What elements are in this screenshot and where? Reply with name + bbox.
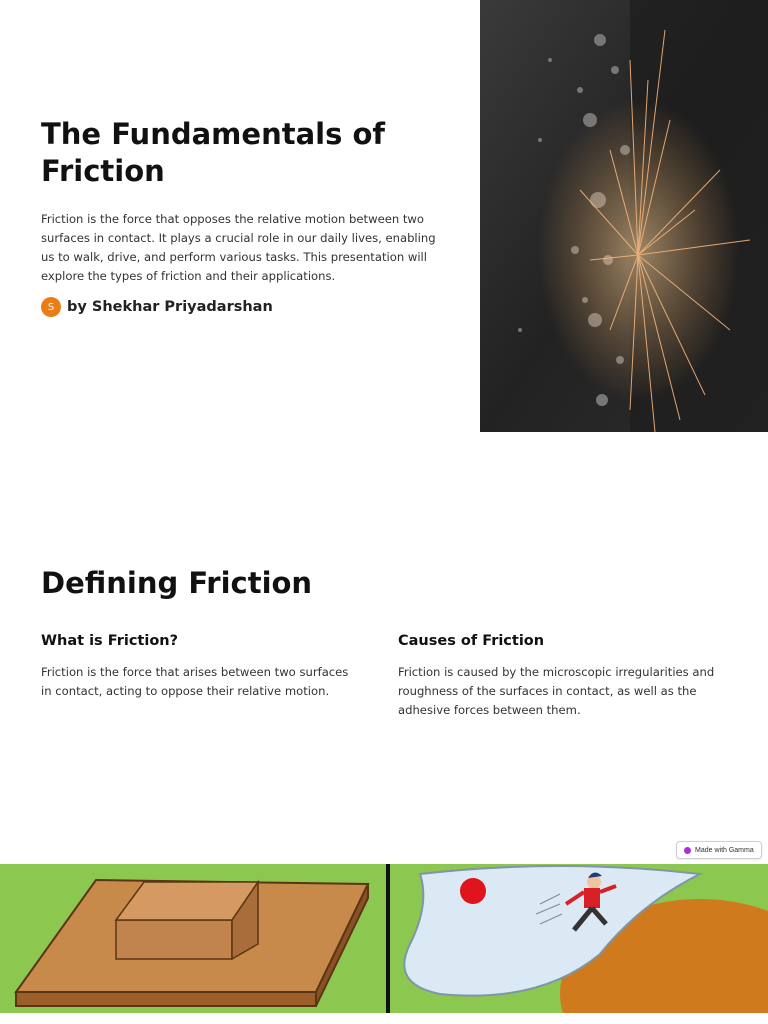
column-body: Friction is the force that arises between two surfaces in contact, acting to oppose their relative motion. [41, 665, 349, 698]
badge-label: Made with Gamma [695, 846, 754, 854]
friction-illustration [0, 864, 768, 1013]
author-line [41, 297, 273, 317]
sparks-photo [480, 0, 768, 432]
section-heading: Defining Friction [41, 566, 313, 600]
column-body: Friction is caused by the microscopic irregularities and roughness of the surfaces in contact, as well as the adhesive forces between them. [398, 665, 715, 717]
column-what-is-friction [41, 633, 361, 701]
made-with-gamma-badge[interactable] [676, 841, 762, 859]
column-title: Causes of Friction [398, 633, 545, 649]
gamma-logo-icon [684, 847, 691, 854]
column-causes-of-friction [398, 633, 718, 720]
column-title: What is Friction? [41, 633, 179, 649]
slide-title: The Fundamentals of Friction [41, 117, 385, 188]
intro-paragraph: Friction is the force that opposes the relative motion between two surfaces in contact. It plays a crucial role in our daily lives, enabling us to walk, drive, and perform various tasks. This presentation will explore the types of friction and their applications. [41, 212, 436, 283]
author-name: by Shekhar Priyadarshan [67, 299, 273, 315]
avatar: S [41, 297, 61, 317]
